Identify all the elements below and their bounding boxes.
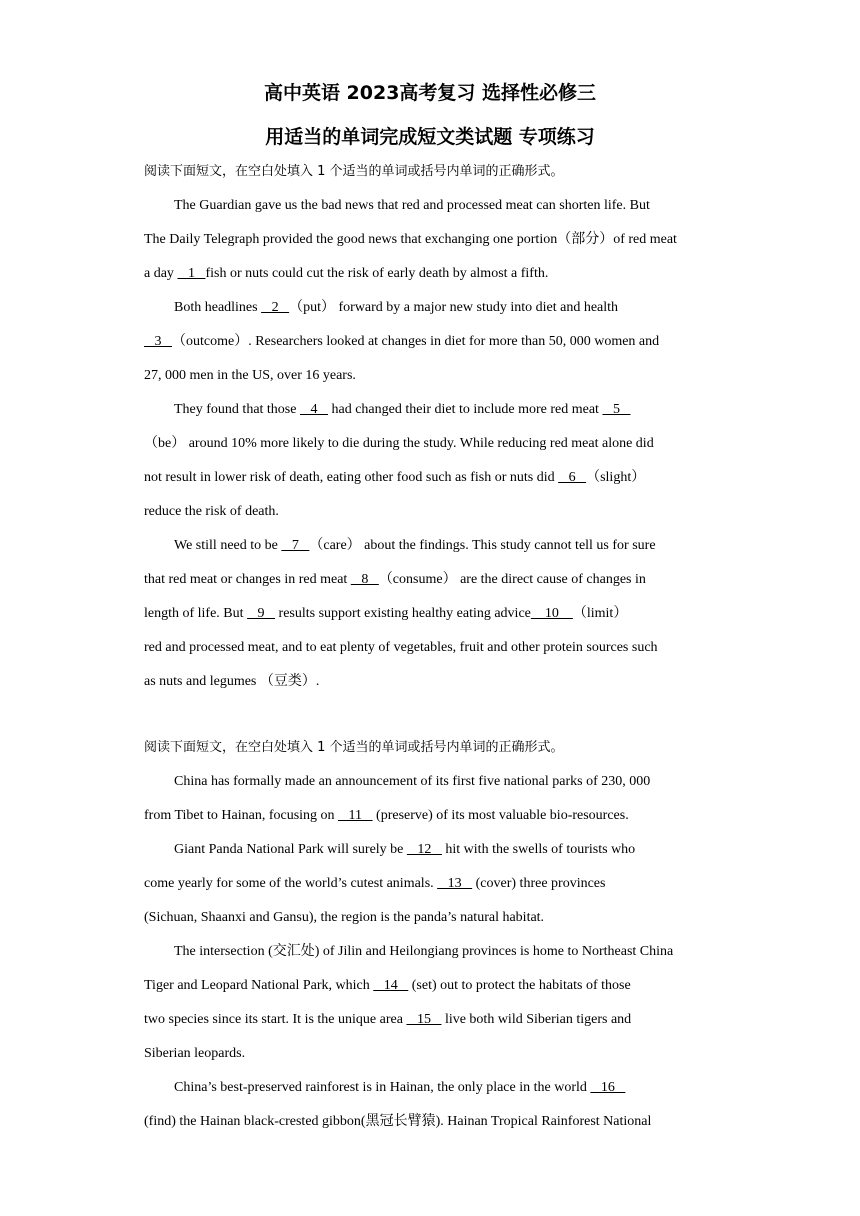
text: live both wild Siberian tigers and bbox=[441, 1012, 632, 1027]
blank-4: 4 bbox=[299, 402, 328, 417]
blank-13: 13 bbox=[437, 876, 473, 891]
blank-10: 10 bbox=[530, 606, 573, 621]
p1-line bbox=[144, 401, 630, 419]
text: （slight） bbox=[586, 470, 646, 485]
instruction-1: 阅读下面短文，在空白处填入 1 个适当的单词或括号内单词的正确形式。 bbox=[144, 164, 564, 179]
text: a day bbox=[144, 266, 178, 281]
text: Tiger and Leopard National Park, which bbox=[144, 978, 374, 993]
text: (cover) three provinces bbox=[472, 876, 606, 891]
p1-line: （be） around 10% more likely to die during the study. While reducing red meat alone did bbox=[144, 436, 654, 451]
p1-line: The Daily Telegraph provided the good news that exchanging one portion（部分）of red meat bbox=[144, 232, 677, 247]
p1-line bbox=[144, 333, 659, 351]
instruction-2: 阅读下面短文，在空白处填入 1 个适当的单词或括号内单词的正确形式。 bbox=[144, 740, 564, 755]
p2-line: China has formally made an announcement of its first five national parks of 230, 000 bbox=[174, 774, 651, 789]
text: China’s best-preserved rainforest is in Hainan, the only place in the world bbox=[174, 1080, 591, 1095]
p1-line: The Guardian gave us the bad news that red and processed meat can shorten life. But bbox=[174, 198, 650, 213]
p1-line bbox=[144, 469, 645, 487]
p2-line: Siberian leopards. bbox=[144, 1046, 246, 1061]
blank-2: 2 bbox=[261, 300, 290, 315]
p2-line: (find) the Hainan black-crested gibbon(黑冠长臂猿). Hainan Tropical Rainforest National bbox=[144, 1114, 652, 1129]
text: (preserve) of its most valuable bio-resources. bbox=[372, 808, 629, 823]
text: （consume） are the direct cause of changes in bbox=[378, 572, 646, 587]
p2-line bbox=[144, 841, 635, 859]
text: （put） forward by a major new study into diet and health bbox=[289, 300, 619, 315]
blank-9: 9 bbox=[247, 606, 276, 621]
page-subtitle: 用适当的单词完成短文类试题 专项练习 bbox=[265, 126, 595, 148]
text: that red meat or changes in red meat bbox=[144, 572, 351, 587]
p2-line bbox=[144, 977, 631, 995]
p1-line: 27, 000 men in the US, over 16 years. bbox=[144, 368, 356, 383]
blank-1: 1 bbox=[177, 266, 206, 281]
blank-15: 15 bbox=[406, 1012, 442, 1027]
text: Both headlines bbox=[174, 300, 262, 315]
text: results support existing healthy eating advice bbox=[275, 606, 531, 621]
text: not result in lower risk of death, eating other food such as fish or nuts did bbox=[144, 470, 559, 485]
text: come yearly for some of the world’s cutest animals. bbox=[144, 876, 438, 891]
text: from Tibet to Hainan, focusing on bbox=[144, 808, 339, 823]
p1-line bbox=[144, 605, 627, 623]
text: Giant Panda National Park will surely be bbox=[174, 842, 407, 857]
blank-12: 12 bbox=[406, 842, 442, 857]
text: （outcome）. Researchers looked at changes in diet for more than 50, 000 women and bbox=[172, 334, 660, 349]
p2-line bbox=[144, 1079, 625, 1097]
blank-3: 3 bbox=[144, 334, 172, 349]
blank-11: 11 bbox=[338, 808, 373, 823]
p2-line bbox=[144, 1011, 631, 1029]
p2-line bbox=[144, 875, 605, 893]
blank-14: 14 bbox=[373, 978, 409, 993]
p1-line: as nuts and legumes （豆类）. bbox=[144, 674, 320, 689]
text: （care） about the findings. This study cannot tell us for sure bbox=[309, 538, 656, 553]
p1-line bbox=[144, 571, 646, 589]
p2-line bbox=[144, 807, 629, 825]
blank-6: 6 bbox=[558, 470, 587, 485]
blank-5: 5 bbox=[602, 402, 631, 417]
p1-line: reduce the risk of death. bbox=[144, 504, 279, 519]
text: They found that those bbox=[174, 402, 300, 417]
text: length of life. But bbox=[144, 606, 248, 621]
text: had changed their diet to include more red meat bbox=[327, 402, 603, 417]
text: (set) out to protect the habitats of those bbox=[408, 978, 631, 993]
text: （limit） bbox=[572, 606, 628, 621]
text: We still need to be bbox=[174, 538, 282, 553]
p1-line bbox=[144, 265, 548, 283]
p1-line bbox=[144, 537, 656, 555]
blank-8: 8 bbox=[350, 572, 379, 587]
p2-line: The intersection (交汇处) of Jilin and Heilongiang provinces is home to Northeast China bbox=[174, 944, 674, 959]
p1-line bbox=[144, 299, 618, 317]
text: two species since its start. It is the unique area bbox=[144, 1012, 407, 1027]
text: hit with the swells of tourists who bbox=[441, 842, 636, 857]
blank-16: 16 bbox=[590, 1080, 626, 1095]
p1-line: red and processed meat, and to eat plenty of vegetables, fruit and other protein sources such bbox=[144, 640, 658, 655]
blank-7: 7 bbox=[281, 538, 310, 553]
page-title: 高中英语 2023高考复习 选择性必修三 bbox=[263, 82, 597, 104]
p2-line: (Sichuan, Shaanxi and Gansu), the region is the panda’s natural habitat. bbox=[144, 910, 545, 925]
text: fish or nuts could cut the risk of early death by almost a fifth. bbox=[205, 266, 549, 281]
